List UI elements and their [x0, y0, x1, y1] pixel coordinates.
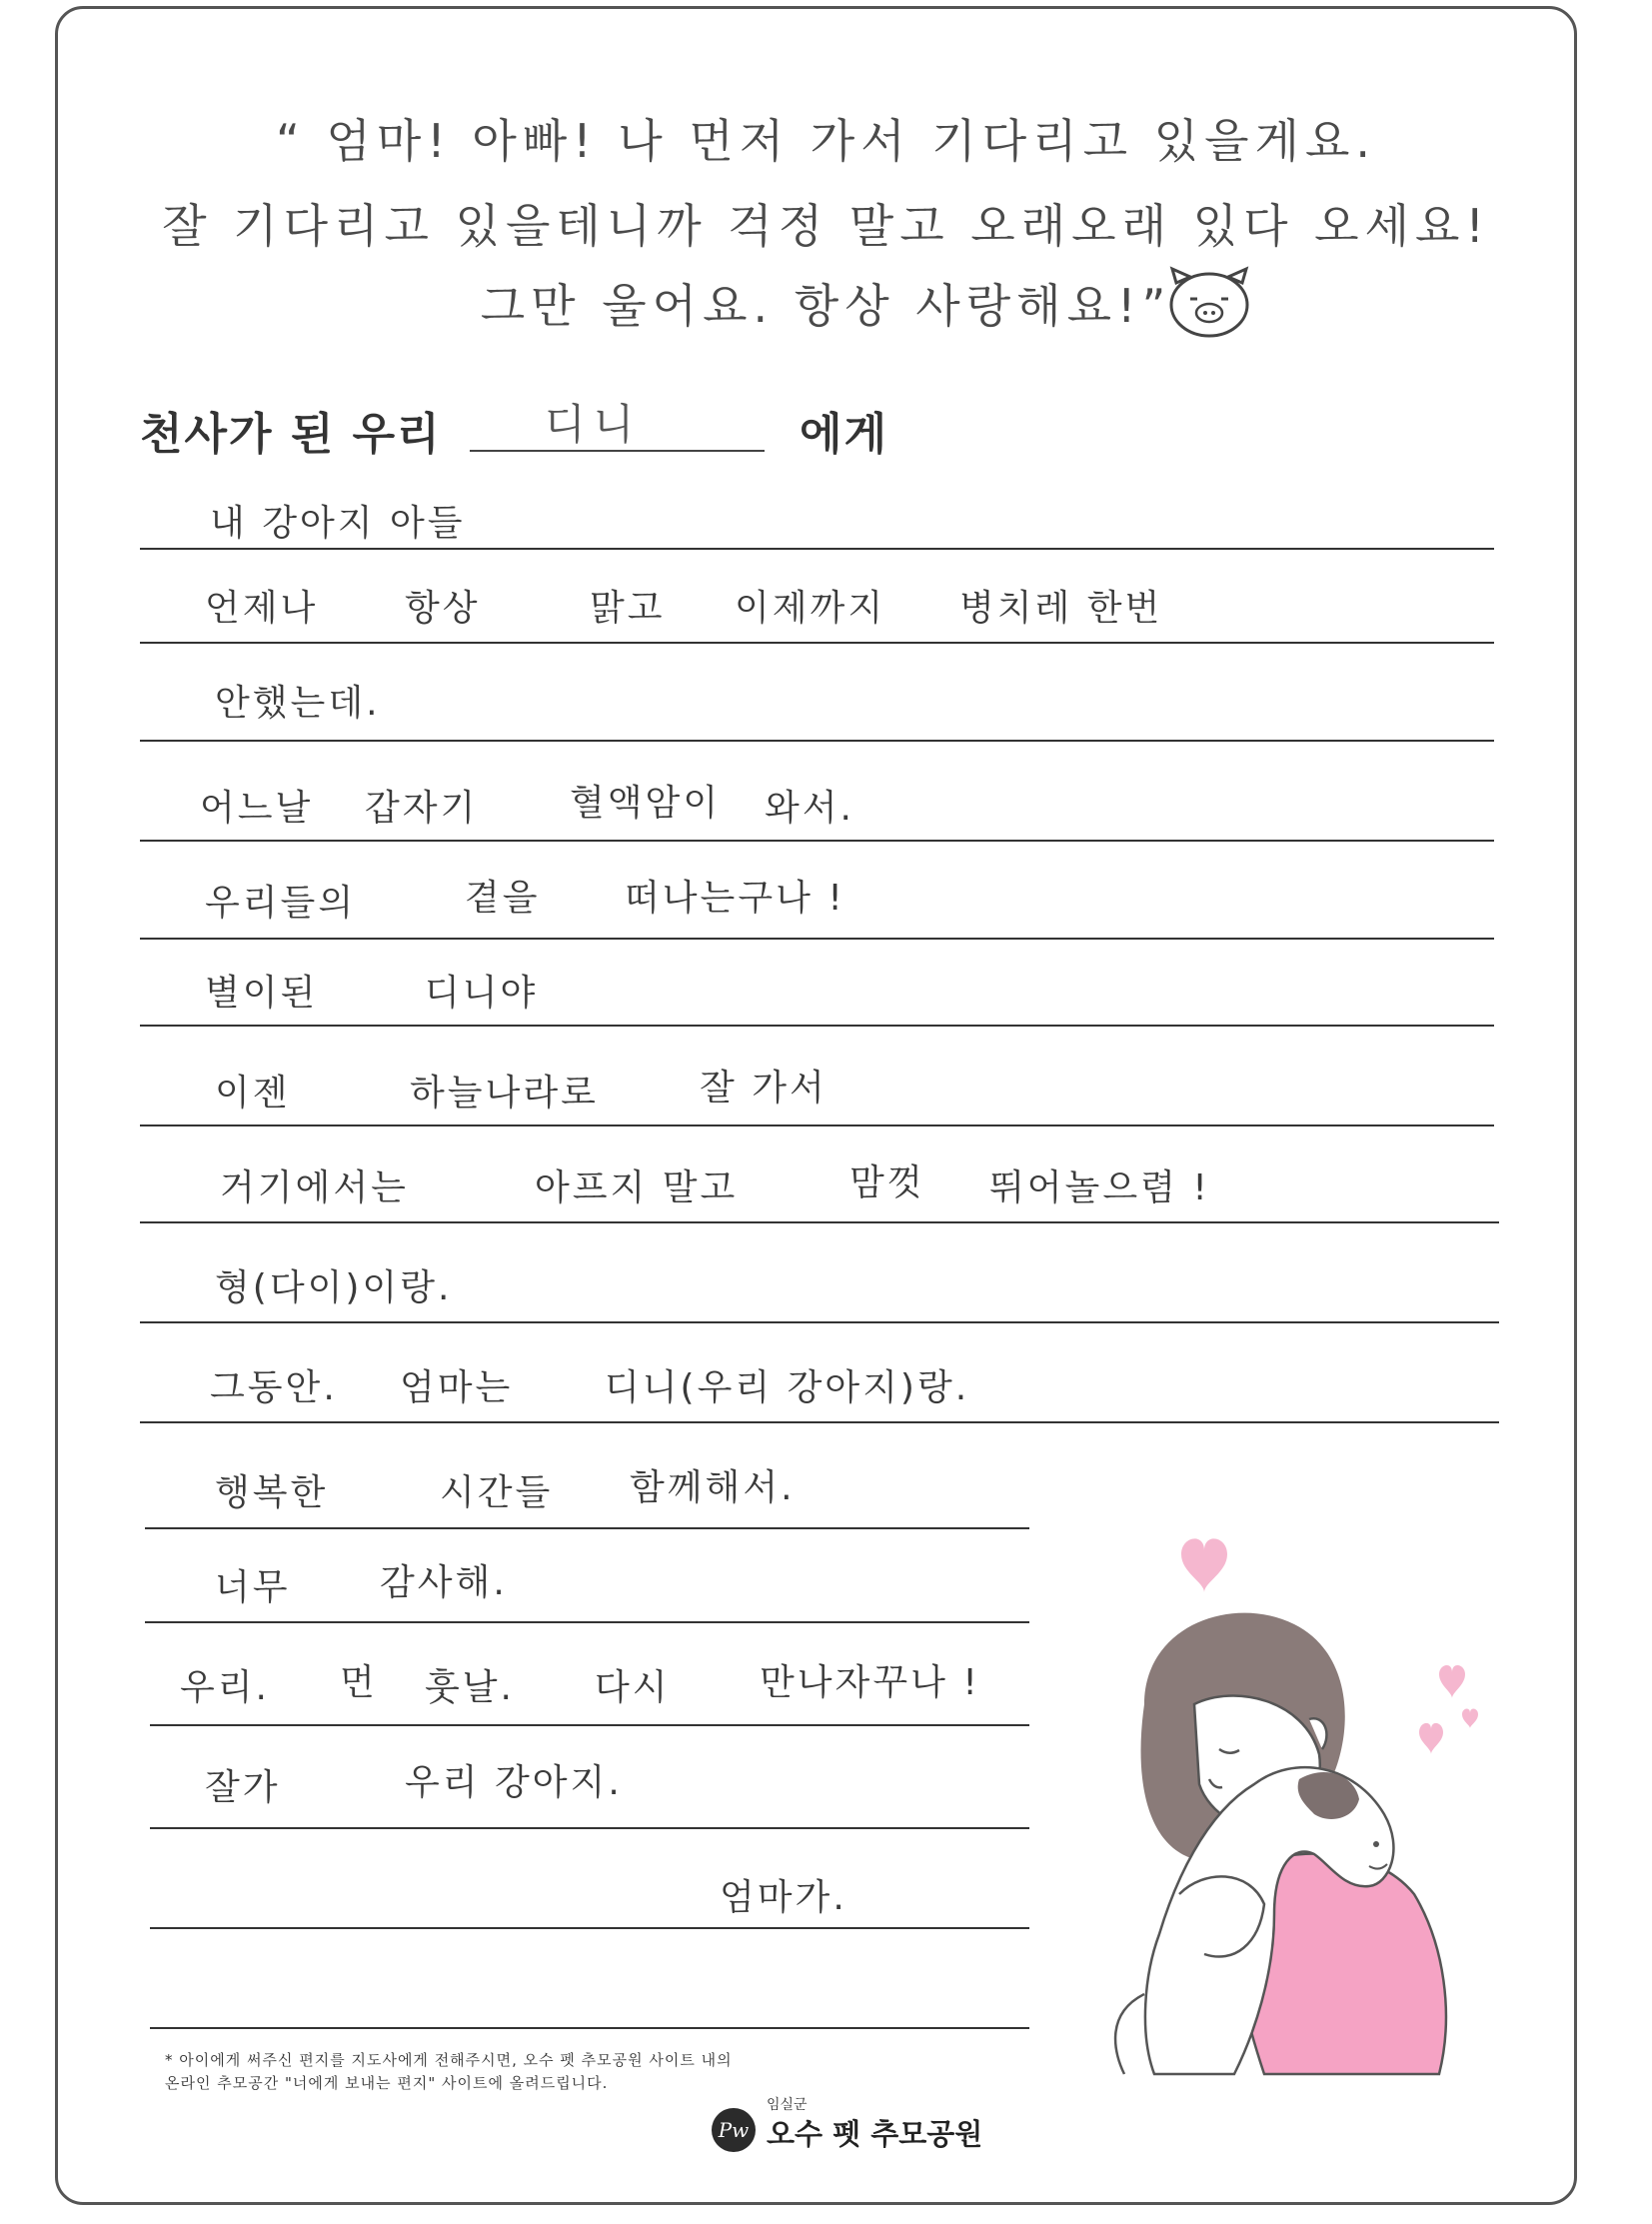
ruled-line	[140, 740, 1494, 742]
ruled-line	[140, 1221, 1499, 1223]
ruled-line	[150, 1827, 1029, 1829]
heart-icon	[1439, 1665, 1465, 1698]
letter-line-13-word-1: 우리.	[180, 1667, 270, 1708]
letter-line-13-word-5: 만나자꾸나 !	[760, 1662, 980, 1703]
ruled-line	[140, 642, 1494, 644]
letter-line-10-word-3: 디니(우리 강아지)랑.	[605, 1367, 970, 1408]
letter-line-13-word-3: 훗날.	[425, 1667, 515, 1708]
letter-line-4-word-2: 갑자기	[365, 788, 479, 829]
letter-line-10-word-1: 그동안.	[210, 1367, 338, 1408]
letter-line-11-word-1: 행복한	[215, 1472, 329, 1513]
letter-line-2-word-2: 항상	[405, 588, 481, 629]
quote-line-1: “ 엄마! 아빠! 나 먼저 가서 기다리고 있을게요.	[275, 114, 1377, 168]
letter-line-6-word-2: 디니야	[425, 973, 539, 1014]
letter-line-7-word-3: 잘 가서	[700, 1068, 827, 1109]
ruled-line	[150, 2027, 1029, 2029]
pet-name-handwritten: 디니	[545, 400, 643, 449]
letter-line-14-word-1: 잘가	[205, 1767, 281, 1808]
letter-line-8-word-1: 거기에서는	[220, 1167, 409, 1208]
letter-line-2-word-5: 병치레 한번	[959, 588, 1163, 629]
letter-line-4-word-1: 어느날	[200, 788, 314, 829]
letter-line-12-word-2: 감사해.	[380, 1562, 508, 1603]
quote-line-3: 그만 울어요. 항상 사랑해요!”	[480, 279, 1172, 333]
ruled-line	[140, 548, 1494, 550]
ruled-line	[150, 1927, 1029, 1929]
letter-line-3-word-1: 안했는데.	[215, 683, 381, 724]
letter-line-2-word-1: 언제나	[205, 588, 319, 629]
letter-line-14-word-2: 우리 강아지.	[405, 1762, 623, 1803]
salutation-prefix: 천사가 된 우리	[140, 409, 442, 460]
ruled-line	[140, 1124, 1494, 1126]
heart-icon	[1181, 1538, 1227, 1592]
letter-line-2-word-3: 맑고	[590, 588, 666, 629]
letter-line-10-word-2: 엄마는	[400, 1367, 514, 1408]
letter-line-2-word-4: 이제까지	[735, 588, 886, 629]
footnote-line-2: 온라인 추모공간 "너에게 보내는 편지" 사이트에 올려드립니다.	[165, 2074, 609, 2092]
letter-line-12-word-1: 너무	[215, 1567, 291, 1608]
name-blank-line	[470, 450, 765, 452]
letter-line-5-word-1: 우리들의	[205, 883, 357, 924]
logo-county: 임실군	[767, 2097, 808, 2113]
logo-monogram: Pw	[712, 2108, 756, 2152]
letter-signature: 엄마가.	[720, 1877, 847, 1918]
ruled-line	[145, 1621, 1029, 1623]
ruled-line	[140, 1421, 1499, 1423]
letter-line-8-word-2: 아프지 말고	[535, 1167, 739, 1208]
heart-icon	[1462, 1709, 1478, 1728]
letter-line-1-word-1: 내 강아지 아들	[210, 503, 466, 544]
salutation-suffix: 에게	[800, 409, 889, 460]
letter-line-6-word-1: 별이된	[205, 973, 319, 1014]
heart-icon	[1419, 1723, 1443, 1754]
woman-hugging-dog-illustration	[1084, 1514, 1524, 2114]
letter-line-13-word-2: 먼	[340, 1662, 378, 1703]
letter-line-4-word-4: 와서.	[765, 788, 854, 829]
ruled-line	[145, 1527, 1029, 1529]
letter-line-5-word-3: 떠나는구나 !	[625, 878, 845, 919]
quote-line-2: 잘 기다리고 있을테니까 걱정 말고 오래오래 있다 오세요!	[162, 199, 1490, 253]
ruled-line	[140, 938, 1494, 940]
letter-line-5-word-2: 곁을	[465, 878, 541, 919]
ruled-line	[140, 1025, 1494, 1027]
footnote-line-1: * 아이에게 써주신 편지를 지도사에게 전해주시면, 오수 펫 추모공원 사이트 내의	[165, 2051, 733, 2069]
logo-name: 오수 펫 추모공원	[767, 2117, 983, 2151]
letter-line-13-word-4: 다시	[595, 1667, 671, 1708]
ruled-line	[150, 1724, 1029, 1726]
letter-line-8-word-3: 맘껏	[849, 1162, 925, 1203]
letter-line-7-word-2: 하늘나라로	[410, 1073, 599, 1113]
ruled-line	[140, 1321, 1499, 1323]
ruled-line	[140, 840, 1494, 842]
letter-line-9-word-1: 형(다이)이랑.	[215, 1267, 453, 1308]
pig-face-icon	[1164, 265, 1254, 340]
letter-line-11-word-3: 함께해서.	[630, 1467, 796, 1508]
letter-line-8-word-4: 뛰어놀으렴 !	[989, 1167, 1210, 1208]
letter-line-11-word-2: 시간들	[440, 1472, 554, 1513]
letter-line-7-word-1: 이젠	[215, 1073, 291, 1113]
letter-line-4-word-3: 혈액암이	[570, 783, 722, 824]
